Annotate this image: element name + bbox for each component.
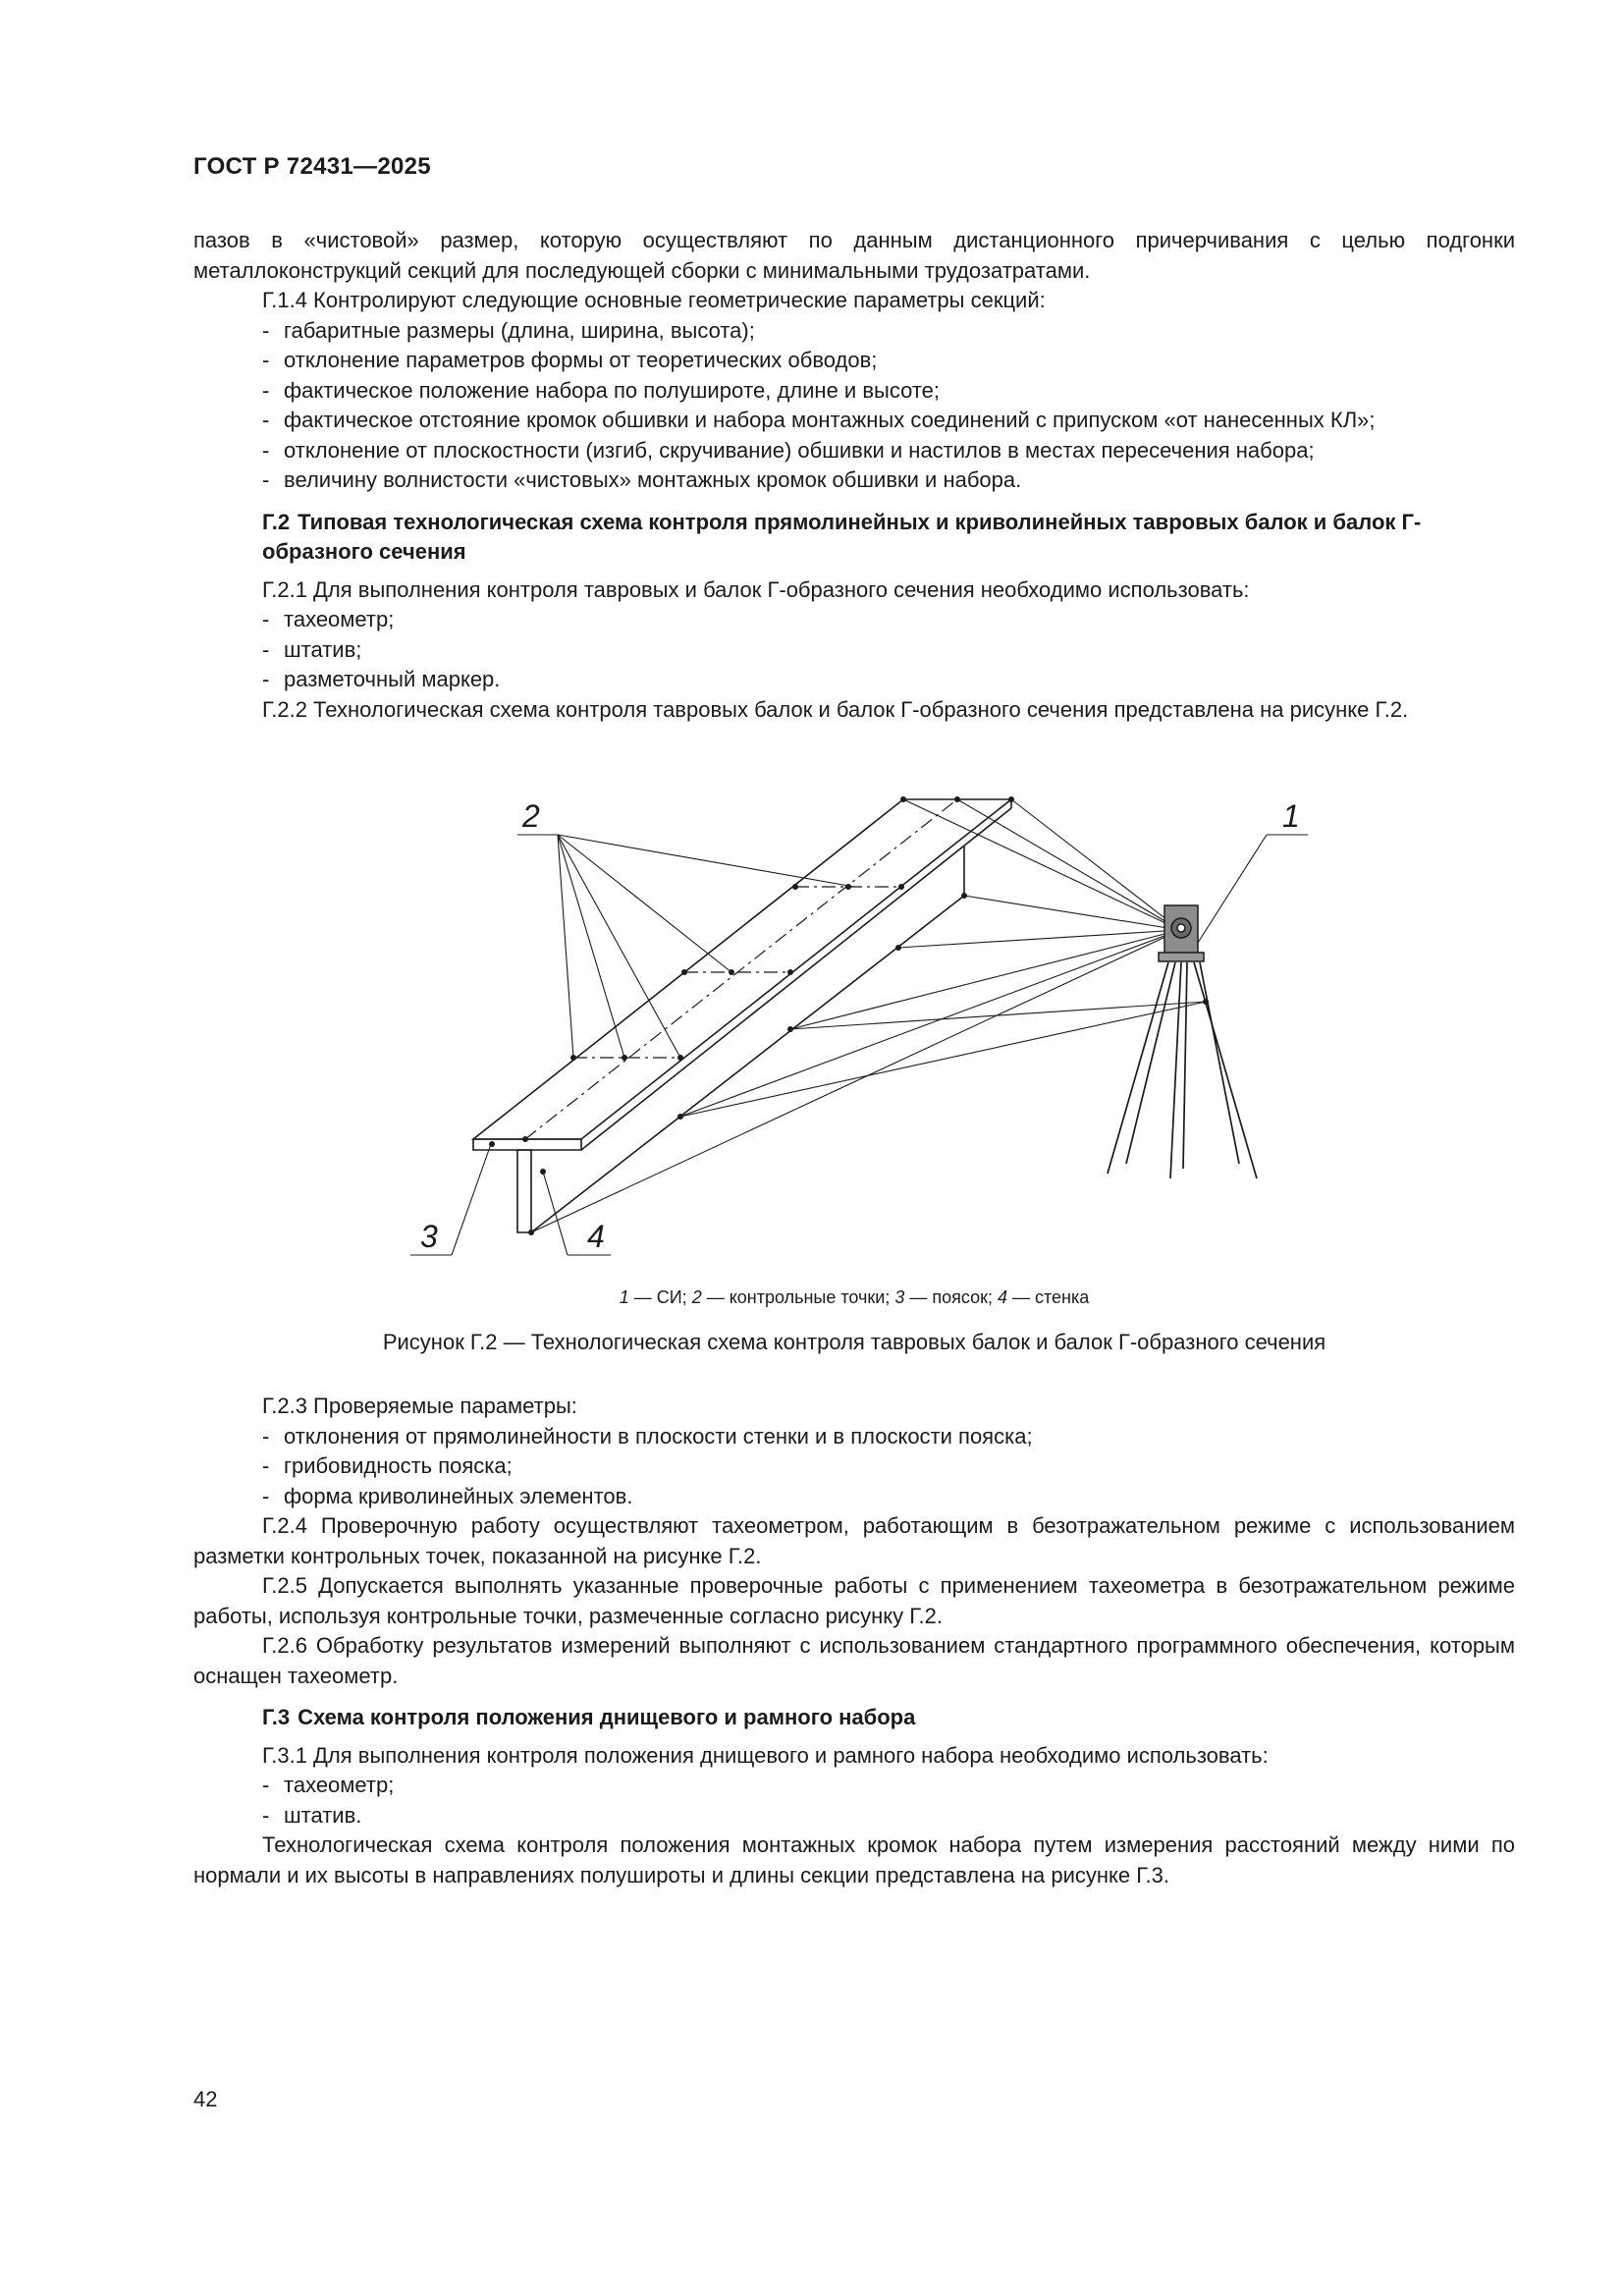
intro-paragraph: пазов в «чистовой» размер, которую осуществляют по данным дистанционного причерчивания с целью подгонки металлоконструкций секций для последующей сборки с минимальными трудозатратами.	[193, 228, 1515, 283]
callout-2: 2	[522, 798, 540, 834]
list-g23	[193, 1422, 1515, 1512]
clause-g26: Г.2.6 Обработку результатов измерений выполняют с использованием стандартного программного обеспечения, которым оснащен тахеометр.	[193, 1633, 1515, 1688]
list-item: - фактическое положение набора по полуширoте, длине и высоте;	[262, 377, 941, 403]
text-block-upper	[193, 226, 1515, 725]
clause-g24: Г.2.4 Проверочную работу осуществляют тахеометром, работающим в безотражательном режиме с использованием разметки контрольных точек, показанной на рисунке Г.2.	[193, 1513, 1515, 1568]
list-item: - отклонения от прямолинейности в плоскости стенки и в плоскости пояска;	[262, 1423, 1033, 1449]
control-points	[489, 796, 1209, 1235]
figure-legend: 1 — СИ; 2 — контрольные точки; 3 — поясок; 4 — стенка	[619, 1287, 1090, 1307]
list-item: - отклонение параметров формы от теоретических обводов;	[262, 348, 878, 372]
page-number: 42	[193, 2087, 218, 2111]
list-item: - отклонение от плоскостности (изгиб, скручивание) обшивки и настилов в местах пересечения набора;	[262, 437, 1315, 463]
callout-4: 4	[587, 1219, 605, 1254]
clause-g23: Г.2.3 Проверяемые параметры:	[262, 1394, 577, 1418]
final-paragraph: Технологическая схема контроля положения монтажных кромок набора путем измерения расстояний между ними по нормали и их высоты в направлениях полуширoты и длины секции представлена на рисунке Г.3.	[193, 1832, 1515, 1887]
list-item: - величину волнистости «чистовых» монтажных кромок обшивки и набора.	[262, 467, 1022, 492]
list-item: - габаритные размеры (длина, ширина, высота);	[262, 317, 755, 343]
figure-caption: Рисунок Г.2 — Технологическая схема контроля тавровых балок и балок Г-образного сечения	[382, 1330, 1326, 1354]
flange-top	[473, 799, 1011, 1139]
clause-g21: Г.2.1 Для выполнения контроля тавровых и балок Г-образного сечения необходимо использовать:	[262, 576, 1250, 602]
section-heading-g3: Г.3 Схема контроля положения днищевого и рамного набора	[262, 1705, 916, 1729]
text-block-lower	[193, 1392, 1515, 1890]
list-item: - форма криволинейных элементов.	[262, 1483, 633, 1508]
list-item: - штатив;	[262, 636, 362, 662]
web-front	[517, 1150, 531, 1232]
list-item: - фактическое отстояние кромок обшивки и набора монтажных соединений с припуском «от нанесенных КЛ»;	[262, 408, 1376, 432]
total-station	[1159, 905, 1204, 961]
list-item: - разметочный маркер.	[262, 667, 501, 691]
section-heading-g2: Г.2 Типовая технологическая схема контроля прямолинейных и криволинейных тавровых балок и балок Г-образного сечения	[262, 509, 1422, 564]
list-g21	[193, 605, 1515, 695]
document-code: ГОСТ Р 72431—2025	[193, 153, 431, 180]
list-item: - штатив.	[262, 1802, 362, 1828]
list-g14	[193, 316, 1515, 496]
list-g31	[193, 1771, 1515, 1831]
clause-g25: Г.2.5 Допускается выполнять указанные проверочные работы с применением тахеометра в безотражательном режиме работы, используя контрольные точки, размеченные согласно рисунку Г.2.	[193, 1573, 1515, 1628]
clause-g14: Г.1.4 Контролируют следующие основные геометрические параметры секций:	[262, 288, 1046, 312]
clause-g31: Г.3.1 Для выполнения контроля положения днищевого и рамного набора необходимо использовать:	[262, 1742, 1269, 1768]
callout-1: 1	[1282, 798, 1300, 834]
list-item: - грибовидность пояска;	[262, 1453, 513, 1478]
clause-g22: Г.2.2 Технологическая схема контроля тавровых балок и балок Г-образного сечения представлена на рисунке Г.2.	[262, 696, 1409, 722]
callout-3: 3	[420, 1219, 438, 1254]
list-item: - тахеометр;	[262, 1773, 395, 1797]
tripod	[1108, 962, 1257, 1178]
figure-g2-drawing	[393, 776, 1300, 1267]
list-item: - тахеометр;	[262, 607, 395, 631]
